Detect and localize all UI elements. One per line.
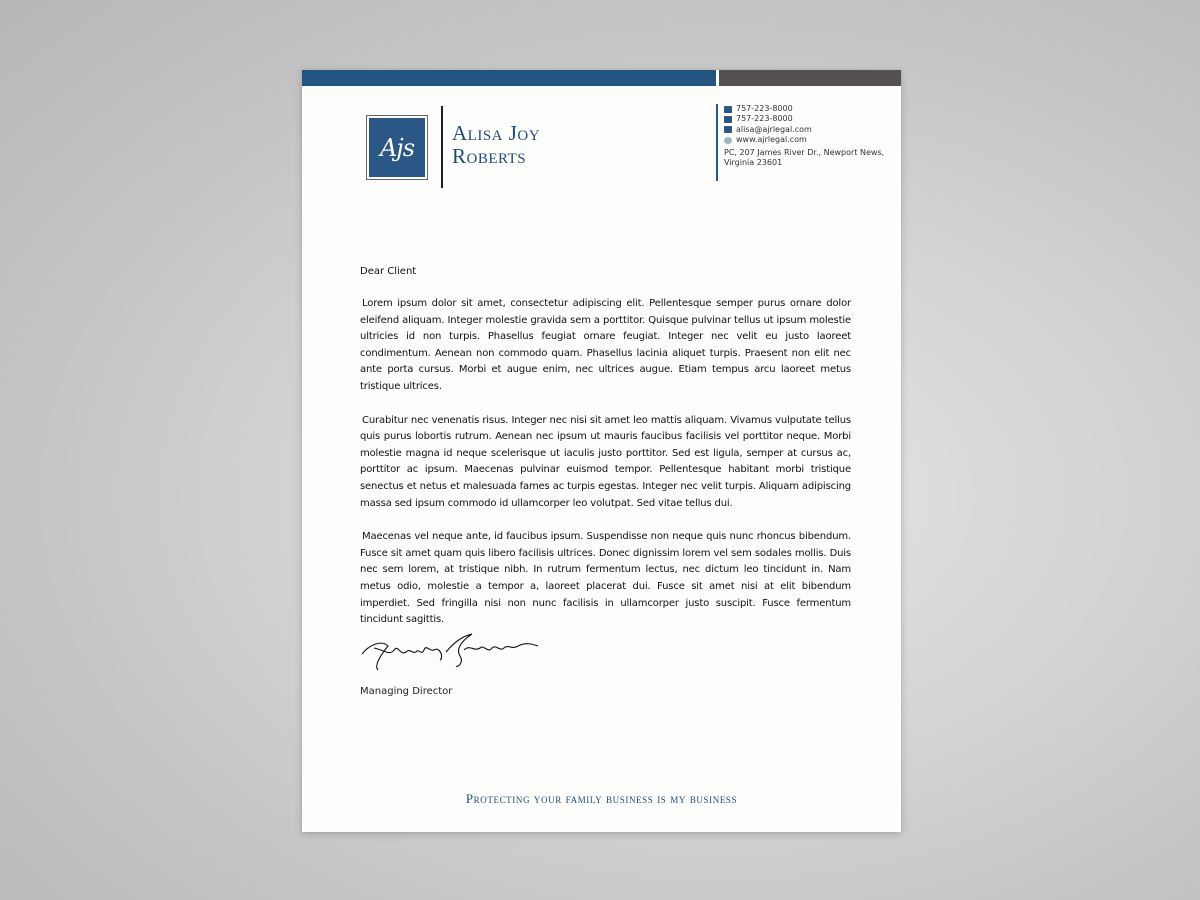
firm-name-line2: Roberts xyxy=(452,144,527,168)
paragraph-1: Lorem ipsum dolor sit amet, consectetur adipiscing elit. Pellentesque semper purus ornare dolor eleifend aliquam. Integer molestie gravida sem a porttitor. Quisque pulvinar tellus ut ipsum molestie ultricies id non turpis. Phasellus feugiat ornare feugiat. Integer nec velit eu justo laoreet condimentum. Aenean non commodo quam. Phasellus lacinia aliquet turpis. Praesent non elit nec ante porta cursus. Morbi et augue enim, nec ultrices augue. Etiam tempus arcu laoreet metus tristique ultrices. xyxy=(360,298,851,392)
signer-title: Managing Director xyxy=(360,686,453,697)
paragraph-3: Maecenas vel neque ante, id faucibus ipsum. Suspendisse non neque quis nunc rhoncus bibendum. Fusce sit amet quam quis libero facilisis ultrices. Donec dignissim lorem vel sem sodales mollis. Duis nec sem lorem, at tristique nibh. In rutrum fermentum lectus, nec dictum leo tincidunt in. Nam metus odio, molestie a tempor a, laoreet placerat dui. Fusce sit amet nisi at elit bibendum imperdiet. Sed fringilla nisi non nunc facilisis in ullamcorper justo suscipit. Fusce fermentum tincidunt sagittis. xyxy=(360,531,851,626)
website-url: www.ajrlegal.com xyxy=(736,134,807,144)
footer-tagline: Protecting your family business is my business xyxy=(465,791,738,806)
contact-block xyxy=(716,104,884,181)
address-line1: PC, 207 James River Dr., Newport News, xyxy=(724,148,885,158)
firm-name-line1: Alisa Joy xyxy=(452,121,541,145)
paragraph-2: Curabitur nec venenatis risus. Integer nec nisi sit amet leo mattis aliquam. Vivamus vulputate tellus quis purus lobortis rutrum. Aenean nec ipsum ut mauris faucibus facilisis vel porttitor neque. Morbi molestie magna id neque scelerisque ut iaculis justo porttitor. Sed est ligula, semper at cursus ac, porttitor ac ipsum. Maecenas pulvinar euismod tempor. Pellentesque habitant morbi tristique senectus et netus et malesuada fames ac turpis egestas. Integer nec velit turpis. Aliquam adipiscing massa sed ipsum commodo id ullamcorper leo volutpat. Sed vitae tellus dui. xyxy=(360,414,851,509)
logo-divider xyxy=(441,106,443,188)
signature xyxy=(360,626,540,676)
header-bar-gray xyxy=(719,70,901,86)
letter-body xyxy=(360,263,851,646)
address-line2: Virginia 23601 xyxy=(724,158,783,168)
contact-website xyxy=(724,135,884,145)
salutation: Dear Client xyxy=(360,266,417,277)
contact-email xyxy=(724,125,884,135)
address xyxy=(724,148,884,169)
fax-number: 757-223-8000 xyxy=(736,114,793,124)
contact-fax xyxy=(724,114,884,124)
logo-mark xyxy=(369,118,425,177)
phone-number: 757-223-8000 xyxy=(736,104,793,113)
phone-icon xyxy=(724,106,732,113)
header-bar-blue xyxy=(302,70,716,86)
email-address: alisa@ajrlegal.com xyxy=(736,124,812,134)
letterhead-page xyxy=(302,70,901,832)
logo xyxy=(366,115,428,180)
signature-stroke xyxy=(362,634,538,670)
fax-icon xyxy=(724,116,732,123)
firm-name xyxy=(452,122,540,168)
mail-icon xyxy=(724,126,732,133)
logo-monogram: Ajs xyxy=(379,133,415,162)
contact-phone xyxy=(724,104,884,114)
globe-icon xyxy=(724,137,732,144)
